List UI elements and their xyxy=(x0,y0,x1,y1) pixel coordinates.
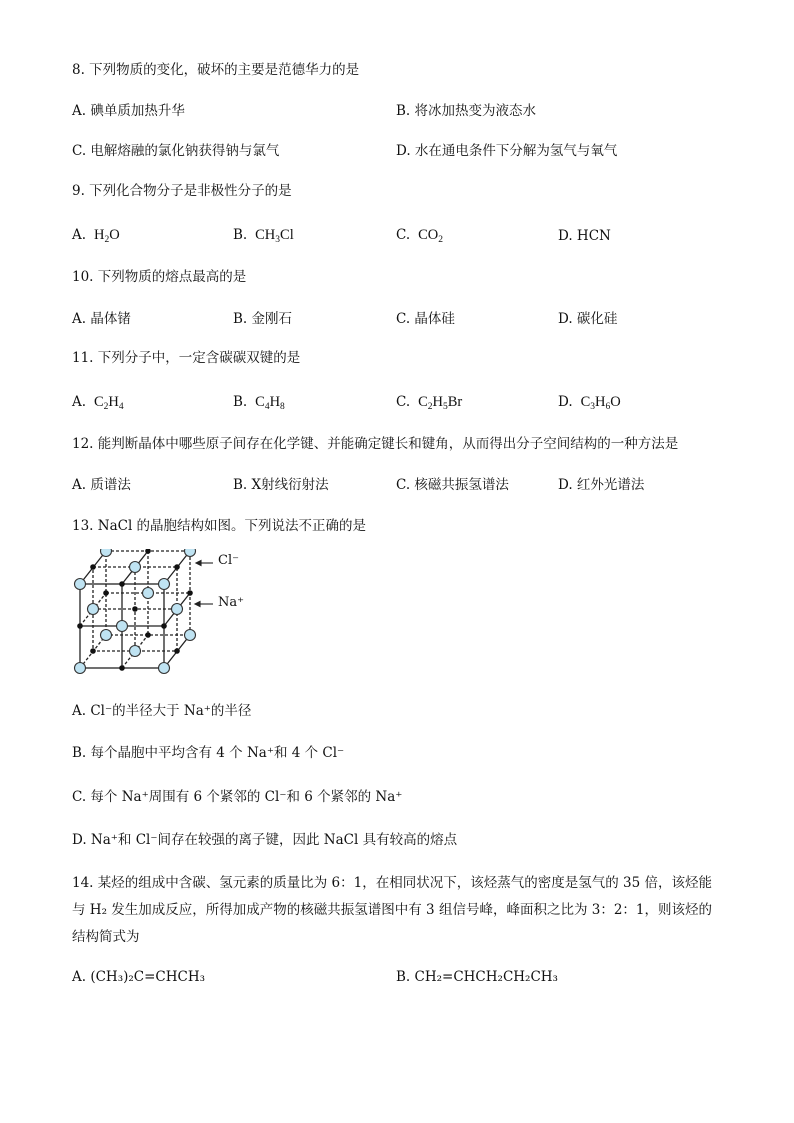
q9-option-a-prefix: A. xyxy=(72,227,87,243)
q12-option-c: C. 核磁共振氢谱法 xyxy=(396,477,509,493)
nacl-unit-cell-figure xyxy=(68,549,258,677)
q14-option-b: B. CH₂=CHCH₂CH₂CH₃ xyxy=(396,969,558,985)
q11-option-b-formula: $C_4H_8$ xyxy=(251,394,285,412)
q11-option-c-prefix: C. xyxy=(396,394,411,410)
q8-option-c: C. 电解熔融的氯化钠获得钠与氯气 xyxy=(72,143,280,159)
q9-option-b-formula: $CH_3Cl$ xyxy=(251,227,294,245)
q11-option-c xyxy=(396,393,462,416)
q13-option-c: C. 每个 Na⁺周围有 6 个紧邻的 Cl⁻和 6 个紧邻的 Na⁺ xyxy=(72,789,403,805)
q11-option-c-formula: $C_2H_5Br$ xyxy=(414,394,463,412)
q10-option-d: D. 碳化硅 xyxy=(558,311,618,327)
q11-option-d-formula: $C_3H_6O$ xyxy=(576,394,621,412)
q11-option-b-prefix: B. xyxy=(233,394,248,410)
q13-option-b: B. 每个晶胞中平均含有 4 个 Na⁺和 4 个 Cl⁻ xyxy=(72,745,345,761)
q13-option-d: D. Na⁺和 Cl⁻间存在较强的离子键，因此 NaCl 具有较高的熔点 xyxy=(72,832,458,848)
q8-stem: 8. 下列物质的变化，破坏的主要是范德华力的是 xyxy=(72,62,360,78)
q9-option-a xyxy=(72,226,120,249)
q9-option-c-prefix: C. xyxy=(396,227,411,243)
na-ion-label: Na⁺ xyxy=(218,595,244,610)
q14-option-a: A. (CH₃)₂C=CHCH₃ xyxy=(72,969,206,985)
q9-option-b-prefix: B. xyxy=(233,227,248,243)
q9-option-a-formula: $H_2O$ xyxy=(90,227,120,245)
q10-option-b: B. 金刚石 xyxy=(233,311,293,327)
q8-option-b: B. 将冰加热变为液态水 xyxy=(396,103,537,119)
q11-option-a-formula: $C_2H_4$ xyxy=(90,394,124,412)
q12-option-d: D. 红外光谱法 xyxy=(558,477,645,493)
q9-option-b xyxy=(233,226,294,249)
q11-option-d xyxy=(558,393,621,416)
q10-option-c: C. 晶体硅 xyxy=(396,311,455,327)
q11-option-a xyxy=(72,393,124,416)
q8-option-d: D. 水在通电条件下分解为氢气与氧气 xyxy=(396,143,618,159)
q9-option-d: D. HCN xyxy=(558,228,611,244)
q11-option-b xyxy=(233,393,285,416)
q9-option-c-formula: $CO_2$ xyxy=(414,227,443,245)
q10-stem: 10. 下列物质的熔点最高的是 xyxy=(72,269,247,285)
q14-stem-line-2: 与 H₂ 发生加成反应，所得加成产物的核磁共振氢谱图中有 3 组信号峰，峰面积之比为 3：2：1，则该烃的 xyxy=(72,902,712,918)
q11-option-a-prefix: A. xyxy=(72,394,87,410)
q12-option-b: B. X射线衍射法 xyxy=(233,477,329,493)
q13-option-a: A. Cl⁻的半径大于 Na⁺的半径 xyxy=(72,703,252,719)
q12-stem: 12. 能判断晶体中哪些原子间存在化学键、并能确定键长和键角，从而得出分子空间结构的一种方法是 xyxy=(72,436,679,452)
q12-option-a: A. 质谱法 xyxy=(72,477,131,493)
nacl-unit-cell-diagram xyxy=(68,549,258,677)
q11-stem: 11. 下列分子中，一定含碳碳双键的是 xyxy=(72,350,301,366)
q11-option-d-prefix: D. xyxy=(558,394,573,410)
q9-option-c xyxy=(396,226,443,249)
cl-ion-label: Cl⁻ xyxy=(218,553,239,568)
q14-stem-line-1: 14. 某烃的组成中含碳、氢元素的质量比为 6：1，在相同状况下，该烃蒸气的密度是氢气的 35 倍，该烃能 xyxy=(72,875,712,891)
q10-option-a: A. 晶体锗 xyxy=(72,311,131,327)
q9-stem: 9. 下列化合物分子是非极性分子的是 xyxy=(72,183,292,199)
q14-stem-line-3: 结构简式为 xyxy=(72,929,140,945)
q8-option-a: A. 碘单质加热升华 xyxy=(72,103,185,119)
q13-stem: 13. NaCl 的晶胞结构如图。下列说法不正确的是 xyxy=(72,518,367,534)
